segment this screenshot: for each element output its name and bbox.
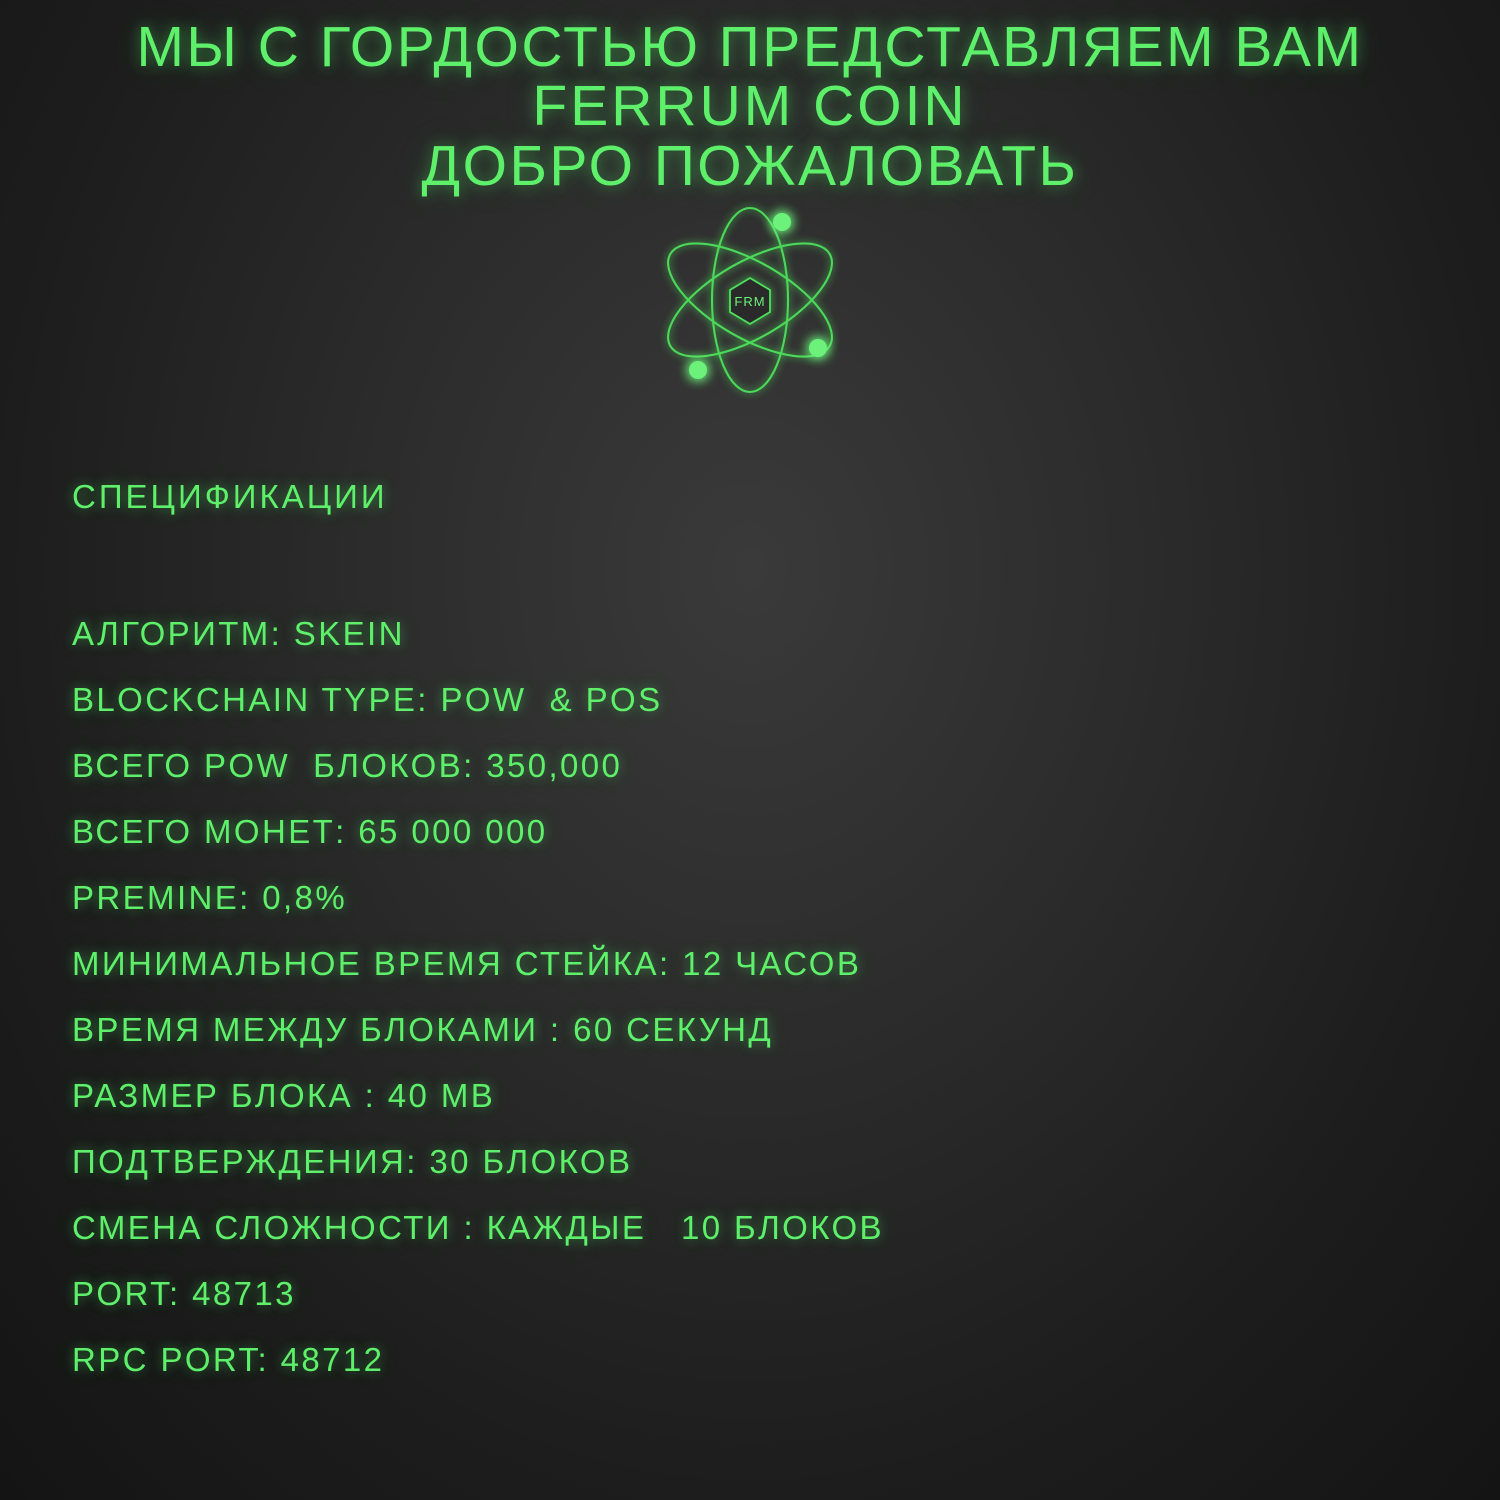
spec-item: PORT: 48713 [72,1275,296,1312]
spec-item: СМЕНА СЛОЖНОСТИ : КАЖДЫЕ 10 БЛОКОВ [72,1209,884,1246]
spec-item: МИНИМАЛЬНОЕ ВРЕМЯ СТЕЙКА: 12 ЧАСОВ [72,945,862,982]
page-title [0,15,1500,198]
spec-item: АЛГОРИТМ: SKEIN [72,615,405,652]
spec-item: ВСЕГО POW БЛОКОВ: 350,000 [72,747,623,784]
specifications-list [72,617,1432,1376]
spec-item: ВРЕМЯ МЕЖДУ БЛОКАМИ : 60 СЕКУНД [72,1011,774,1048]
headline-line-2: FERRUM COIN [532,74,968,139]
spec-item: PREMINE: 0,8% [72,879,348,916]
logo-container [0,190,1500,410]
atom-logo-icon [640,190,860,410]
headline-line-3: ДОБРО ПОЖАЛОВАТЬ [421,133,1079,198]
spec-item: BLOCKCHAIN TYPE: POW & POS [72,681,663,718]
logo-label: FRM [734,294,766,309]
spec-item: RPC PORT: 48712 [72,1341,385,1378]
spec-item: ВСЕГО МОНЕТ: 65 000 000 [72,813,548,850]
specifications-heading: СПЕЦИФИКАЦИИ [72,478,388,515]
spec-item: ПОДТВЕРЖДЕНИЯ: 30 БЛОКОВ [72,1143,633,1180]
headline-line-1: МЫ С ГОРДОСТЬЮ ПРЕДСТАВЛЯЕМ ВАМ [136,15,1364,79]
spec-item: РАЗМЕР БЛОКА : 40 MB [72,1077,496,1114]
